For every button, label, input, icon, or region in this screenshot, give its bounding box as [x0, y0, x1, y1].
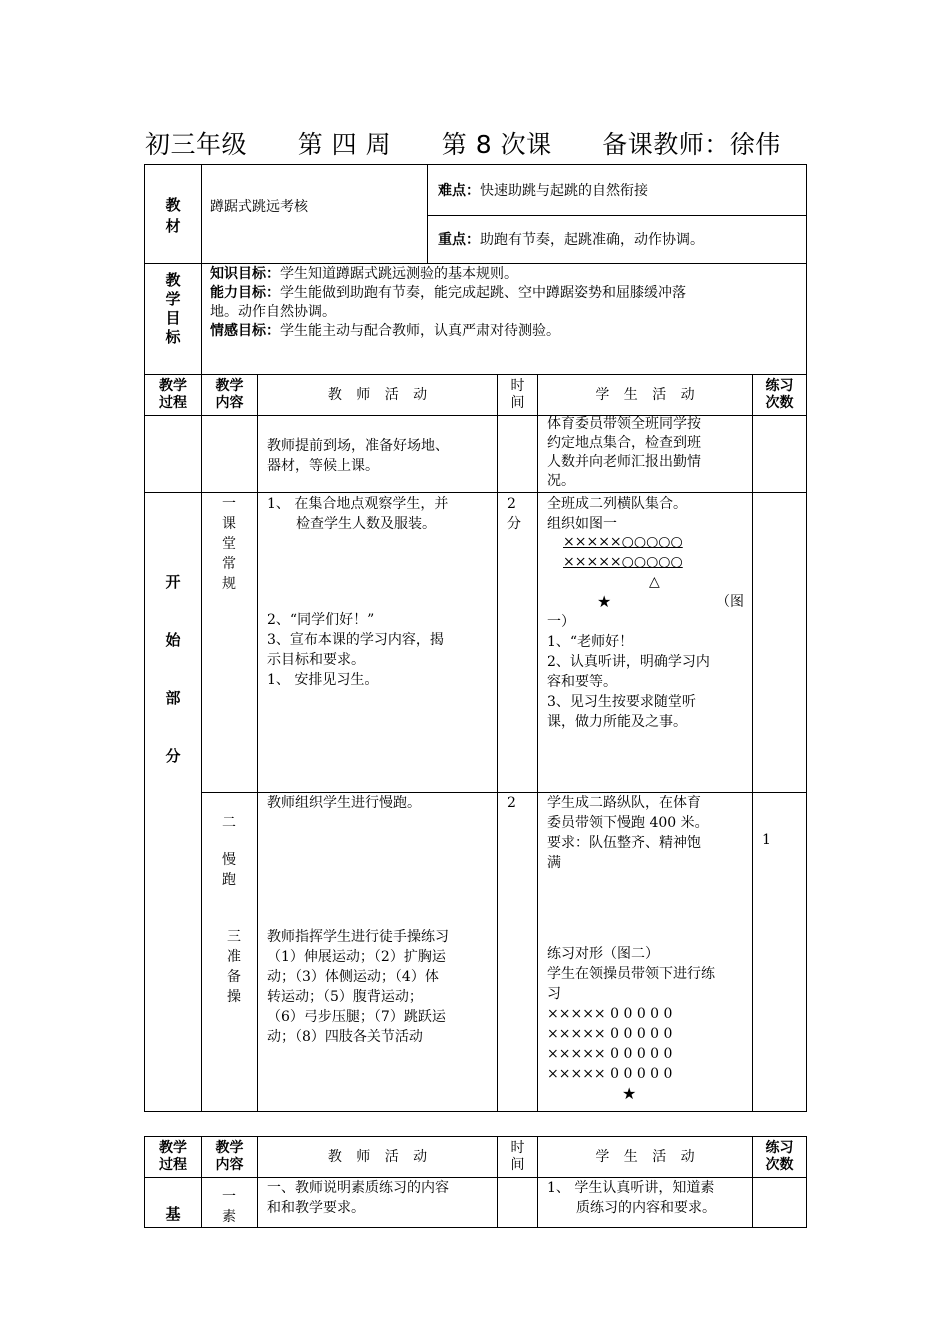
header-reps-2: 练习 次数 — [765, 1140, 794, 1173]
formation-2-row-4: ××××× 0 0 0 0 0 — [547, 1066, 673, 1082]
header-teacher: 教 师 活 动 — [327, 387, 428, 403]
routine-student-reply: 1、“老师好！ — [547, 634, 634, 650]
routine-teacher-1b: 检查学生人数及服装。 — [296, 516, 436, 532]
star-icon: ★ — [597, 592, 612, 611]
routine-teacher-4: 1、 安排见习生。 — [267, 672, 379, 688]
header-content: 教学 内容 — [215, 378, 244, 411]
formation-row-2: ×××××○○○○○ — [563, 554, 683, 570]
page-title — [145, 125, 781, 161]
routine-teacher-1a: 1、 在集合地点观察学生，并 — [267, 496, 449, 512]
difficulty-label: 难点： — [438, 183, 480, 199]
routine-content-label: 一 课 堂 常 规 — [222, 496, 236, 592]
knowledge-text: 学生知道蹲踞式跳远测验的基本规则。 — [280, 266, 518, 282]
header-student-2: 学 生 活 动 — [595, 1149, 695, 1165]
formation-row-1: ×××××○○○○○ — [563, 534, 683, 550]
header-reps: 练习 次数 — [765, 378, 794, 411]
jog-teacher: 教师组织学生进行慢跑。 — [267, 795, 421, 811]
routine-teacher-2: 2、“同学们好！” — [267, 612, 375, 628]
ability-label: 能力目标： — [210, 285, 280, 301]
jog-content-label: 二 — [222, 815, 236, 831]
jog-reps: 1 — [762, 832, 771, 848]
basic-student: 1、 学生认真听讲，知道素 质练习的内容和要求。 — [547, 1180, 716, 1216]
knowledge-label: 知识目标： — [210, 266, 280, 282]
header-content-2: 教学 内容 — [215, 1140, 244, 1173]
pre-student-text: 体育委员带领全班同学按 约定地点集合，检查到班 人数并向老师汇报出勤情 况。 — [547, 416, 701, 489]
emotion-text: 学生能主动与配合教师，认真严肃对待测验。 — [280, 323, 560, 339]
figure-1-label-b: 一） — [547, 614, 575, 630]
warmup-content-label: 三 准 备 操 — [227, 929, 241, 1005]
header-time: 时 间 — [510, 378, 525, 411]
emotion-label: 情感目标： — [210, 323, 280, 339]
routine-teacher-3a: 3、宣布本课的学习内容，揭 — [267, 632, 444, 648]
difficulty-text: 快速助跳与起跳的自然衔接 — [480, 183, 648, 199]
teacher-name: 备课教师：徐伟 — [602, 130, 781, 159]
lesson-text: 第 8 次课 — [441, 130, 552, 159]
warmup-student: 练习对形（图二） 学生在领操员带领下进行练 习 ××××× 0 0 0 0 0 ××××× 0 0 0 0 0 ××××× 0 0 0 0 0 ××××× 0 0 0 0 0 ★ — [547, 944, 747, 1104]
key-point-row — [438, 230, 704, 250]
grade-text: 初三年级 — [145, 130, 248, 159]
routine-student-1: 全班成二列横队集合。 — [547, 496, 687, 512]
routine-student-observe-a: 3、见习生按要求随堂听 — [547, 694, 696, 710]
header-process-2: 教学 过程 — [159, 1140, 187, 1173]
header-student: 学 生 活 动 — [595, 387, 695, 403]
ability-text-2: 地。动作自然协调。 — [210, 304, 336, 320]
routine-teacher-3b: 示目标和要求。 — [267, 652, 365, 668]
header-teacher-2: 教 师 活 动 — [327, 1149, 428, 1165]
triangle-icon: △ — [649, 574, 660, 590]
header-process: 教学 过程 — [159, 378, 187, 411]
routine-student-listen-b: 容和要等。 — [547, 674, 617, 690]
formation-2-row-2: ××××× 0 0 0 0 0 — [547, 1026, 673, 1042]
goals-text — [210, 265, 802, 341]
ability-text-1: 学生能做到助跑有节奏，能完成起跳、空中蹲踞姿势和屈膝缓冲落 — [280, 285, 686, 301]
week-text: 第 四 周 — [297, 130, 392, 159]
star-icon: ★ — [622, 1084, 637, 1103]
warmup-teacher: 教师指挥学生进行徒手操练习 （1）伸展运动；（2）扩胸运 动；（3）体侧运动；（4）体 转运动；（5）腹背运动； （6）弓步压腿；（7）跳跃运 动；（8）四肢各关节活动 — [267, 929, 449, 1045]
formation-2-row-3: ××××× 0 0 0 0 0 — [547, 1046, 673, 1062]
pre-teacher-text: 教师提前到场，准备好场地、 器材，等候上课。 — [267, 438, 449, 474]
goals-label: 教 学 目 标 — [165, 271, 181, 346]
jog-time: 2 — [507, 795, 516, 811]
material-content: 蹲踞式跳远考核 — [210, 199, 308, 215]
jog-content-label-2: 慢 跑 — [222, 852, 236, 888]
key-point-label: 重点： — [438, 232, 480, 248]
material-label: 教 材 — [165, 196, 181, 235]
jog-student: 学生成二路纵队，在体育 委员带领下慢跑 400 米。 要求：队伍整齐、精神饱 满 — [547, 795, 709, 871]
formation-2-row-1: ××××× 0 0 0 0 0 — [547, 1006, 673, 1022]
routine-student-listen-a: 2、认真听讲，明确学习内 — [547, 654, 710, 670]
routine-time: 2 分 — [507, 496, 521, 532]
section-basic-label: 基 — [165, 1205, 181, 1223]
basic-teacher: 一、教师说明素质练习的内容 和和教学要求。 — [267, 1180, 449, 1216]
routine-student-2: 组织如图一 — [547, 516, 617, 532]
key-point-text: 助跑有节奏，起跳准确，动作协调。 — [480, 232, 704, 248]
difficulty-row — [438, 181, 648, 201]
routine-student-observe-b: 课，做力所能及之事。 — [547, 714, 687, 730]
header-time-2: 时 间 — [510, 1140, 525, 1173]
basic-content-label: 一 素 — [222, 1189, 236, 1225]
figure-1-label-a: （图 — [716, 594, 744, 610]
